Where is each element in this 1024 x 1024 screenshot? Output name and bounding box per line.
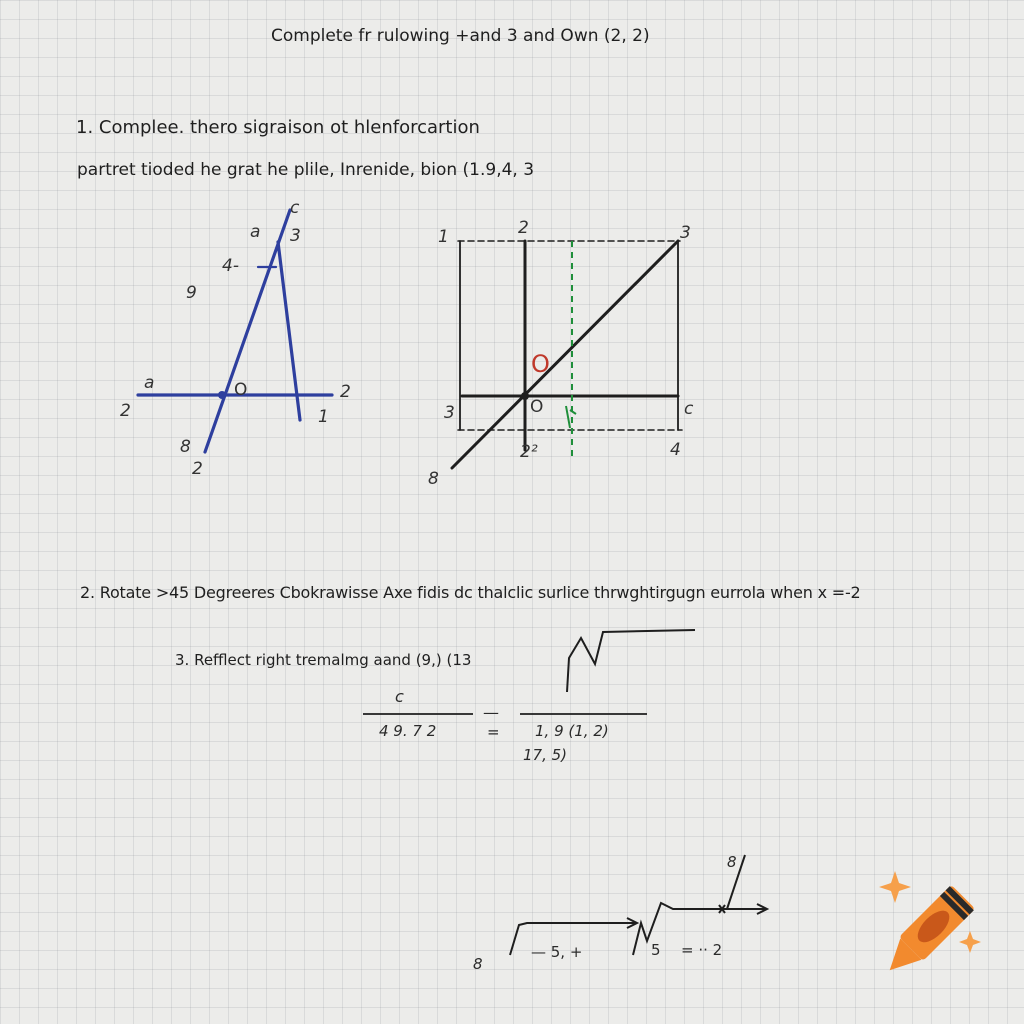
label-9: 9 <box>186 283 197 303</box>
intersection-point <box>521 392 529 400</box>
label-a2: a <box>144 373 155 393</box>
figure-intersecting-lines <box>100 190 380 490</box>
label-o: O <box>530 397 544 417</box>
label-4: 4 <box>670 440 681 460</box>
label-3: 3 <box>290 226 301 246</box>
arrow-label: 8 <box>727 853 737 871</box>
label-3-top: 3 <box>680 223 691 243</box>
label-c: c <box>684 399 694 419</box>
label-o-red: O <box>531 350 550 378</box>
label-3-left: 3 <box>444 403 455 423</box>
expr-rhs: = ·· 2 <box>681 941 723 959</box>
problem-1-heading: 1. Complee. thero sigraison ot hlenforcartion <box>76 117 480 138</box>
numerator-left: c <box>395 687 404 706</box>
page-title: Complete fr rulowing +and 3 and Own (2, 2) <box>271 26 650 46</box>
figure-rectangle-diagonal <box>420 210 710 500</box>
label-2-bottom: 2 <box>192 459 203 479</box>
problem-2-text: 2. Rotate >45 Degreeres Cbokrawisse Axe fidis dc thalclic surlice thrwghtirgugn eurrola when x =-2 <box>80 583 861 602</box>
equals-sign: = <box>487 723 500 741</box>
expr-term-1: — 5, + <box>531 943 583 961</box>
expr-prefix: 8 <box>473 955 483 973</box>
label-4: 4- <box>222 256 239 276</box>
label-1: 1 <box>318 407 329 427</box>
problem-3-text: 3. Refflect right tremalmg aand (9,) (13 <box>175 651 472 669</box>
denominator-left: 4 9. 7 2 <box>379 722 437 740</box>
bottom-expression <box>465 845 785 975</box>
label-1: 1 <box>438 227 449 247</box>
sqrt-sign <box>567 630 695 692</box>
intersection-point <box>218 391 226 399</box>
label-c: c <box>290 198 300 218</box>
problem-1-subline: partret tioded he grat he plile, Inrenide, bion (1.9,4, 3 <box>77 160 535 180</box>
right-values-row-2: 17, 5) <box>523 746 568 764</box>
diagonal-line <box>452 241 678 468</box>
problem-3-equation <box>355 620 705 770</box>
label-o: O <box>234 380 248 400</box>
label-2-right: 2 <box>340 382 351 402</box>
label-2-top: 2 <box>518 218 529 238</box>
crayon-icon <box>865 865 995 995</box>
expr-term-2: 5 <box>651 941 661 959</box>
right-values-row-1: 1, 9 (1, 2) <box>535 722 609 740</box>
line-c <box>278 242 300 420</box>
dash-sign: — <box>483 703 499 722</box>
label-8: 8 <box>180 437 191 457</box>
label-2-squared: 2² <box>520 442 538 462</box>
label-8: 8 <box>428 469 439 489</box>
label-a: a <box>250 222 261 242</box>
label-2-left: 2 <box>120 401 131 421</box>
